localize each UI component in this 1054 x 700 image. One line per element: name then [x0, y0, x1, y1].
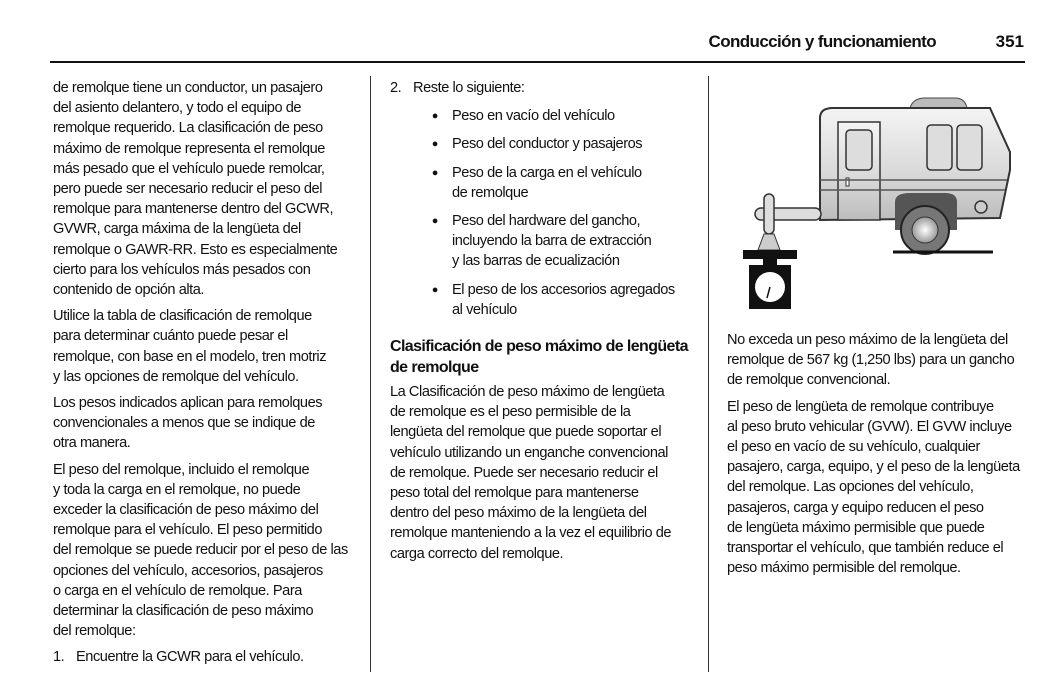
hitch-icon	[755, 194, 821, 250]
column-2	[390, 78, 695, 570]
column-1	[53, 78, 358, 668]
column-3	[727, 330, 1037, 584]
list-item-text: Peso en vacío del vehículo	[452, 108, 615, 125]
paragraph: El peso del remolque, incluido el remolque y toda la carga en el remolque, no puede exceder la clasificación de peso máximo del remolque para el vehículo. El peso permitido del remolque se puede reducir por el peso de las opciones del vehículo, accesorios, pasajeros o carga en el vehículo de remolque. Para determinar la clasificación de peso máximo del remolque:	[53, 461, 348, 640]
list-item-text: Peso del hardware del gancho, incluyendo la barra de extracción y las barras de ecualización	[452, 213, 652, 270]
list-item-text: Peso de la carga en el vehículo de remolque	[452, 164, 642, 201]
step-number: 1.	[53, 649, 65, 666]
list-item	[390, 280, 695, 320]
bullet-icon: ●	[431, 110, 438, 123]
bullet-icon: ●	[431, 138, 438, 151]
bullet-icon: ●	[431, 166, 438, 179]
header-rule	[50, 61, 1025, 63]
column-divider	[370, 76, 371, 672]
running-header-title: Conducción y funcionamiento	[708, 32, 936, 51]
paragraph: La Clasificación de peso máximo de lengüeta de remolque es el peso permisible de la lengüeta del remolque que puede soportar el vehículo utilizando un enganche convencional de remolque. Puede ser necesario reducir el peso total del remolque para mantenerse dentro del peso máximo de la lengüeta del remolque manteniendo a la vez el equilibrio de carga correcto del remolque.	[390, 384, 672, 562]
paragraph: No exceda un peso máximo de la lengüeta del remolque de 567 kg (1,250 lbs) para un gancho de remolque convencional.	[727, 332, 1015, 389]
step-number: 2.	[390, 80, 402, 96]
list-item	[390, 106, 695, 126]
list-item	[390, 134, 695, 154]
trailer-tongue-weight-illustration	[735, 90, 1025, 320]
step-text: Reste lo siguiente:	[413, 80, 525, 96]
section-heading: Clasificación de peso máximo de lengüeta de remolque	[390, 338, 688, 377]
paragraph: de remolque tiene un conductor, un pasajero del asiento delantero, y todo el equipo de remolque requerido. La clasificación de peso máximo de remolque representa el remolque más pesado que el vehículo puede remolcar, pero puede ser necesario reducir el peso del remolque para mantenerse dentro del GCWR, GVWR, carga máxima de la lengüeta del remolque o GAWR-RR. Esto es especialmente cierto para los vehículos más pesados con contenido de opción alta.	[53, 80, 338, 299]
step-1	[53, 647, 358, 667]
list-item	[390, 163, 695, 203]
list-item	[390, 211, 695, 272]
paragraph: Los pesos indicados aplican para remolques convencionales a menos que se indique de otra manera.	[53, 395, 323, 452]
step-2	[390, 78, 695, 98]
page-number: 351	[995, 32, 1024, 51]
paragraph: El peso de lengüeta de remolque contribuye al peso bruto vehicular (GVW). El GVW incluye el peso en vacío de su vehículo, cualquier pasajero, carga, equipo, y el peso de la lengüeta del remolque. Las opciones del vehículo, pasajeros, carga y equipo reducen el peso de lengüeta máximo permisible que puede transportar el vehículo, que también reduce el peso máximo permisible del remolque.	[727, 398, 1020, 577]
list-item-text: El peso de los accesorios agregados al vehículo	[452, 281, 675, 318]
trailer-icon	[820, 98, 1010, 254]
list-item-text: Peso del conductor y pasajeros	[452, 136, 643, 153]
bullet-icon: ●	[431, 215, 438, 228]
step-text: Encuentre la GCWR para el vehículo.	[76, 649, 304, 666]
column-divider	[708, 76, 709, 672]
paragraph: Utilice la tabla de clasificación de remolque para determinar cuánto puede pesar el remolque, con base en el modelo, tren motriz y las opciones de remolque del vehículo.	[53, 308, 327, 385]
bullet-icon: ●	[431, 283, 438, 296]
bullet-list	[390, 106, 695, 320]
scale-icon	[743, 250, 797, 309]
